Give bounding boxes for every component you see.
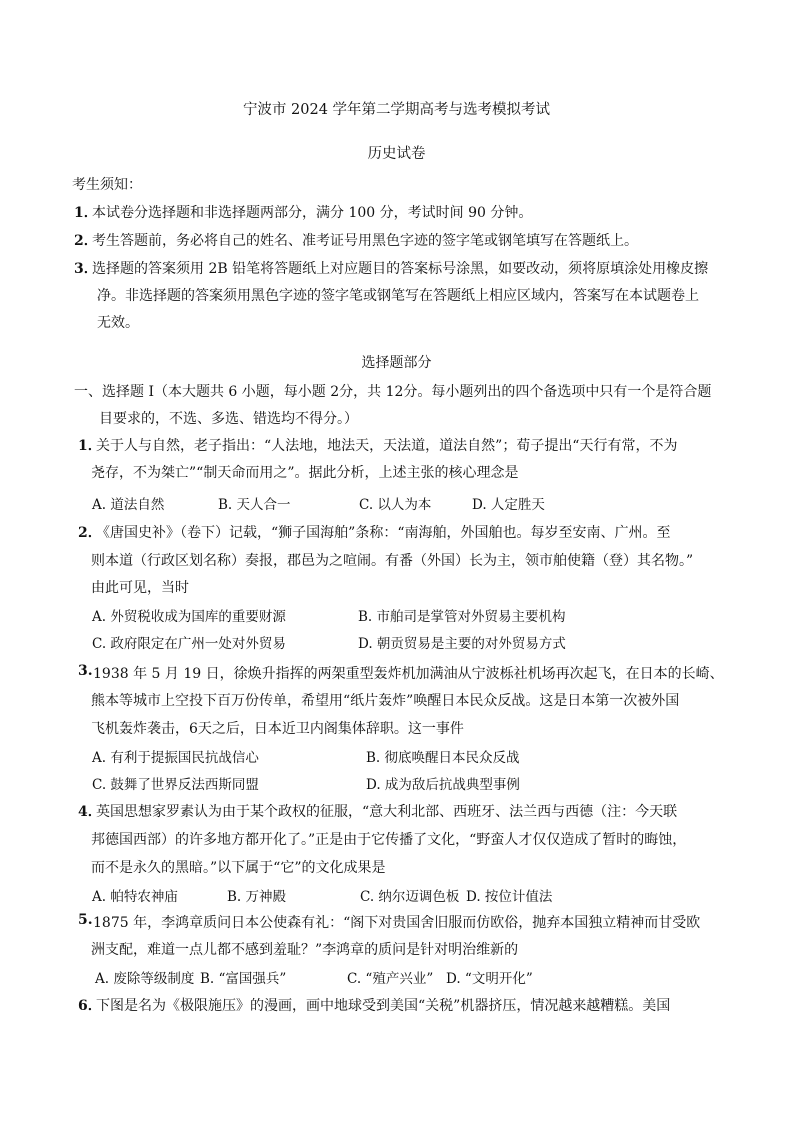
notice-item-number: 1．: [74, 205, 98, 221]
option-b: B. 万神殿: [227, 889, 287, 905]
notice-item-text: 无效。: [97, 315, 139, 331]
option-d: D. 按位计值法: [466, 889, 553, 905]
exam-title: 宁波市 2024 学年第二学期高考与选考模拟考试: [242, 102, 551, 118]
question-text: 1938 年 5 月 19 日，徐焕升指挥的两架重型轰炸机加满油从宁波栎社机场再次起飞，在日本的长崎、: [93, 666, 724, 682]
option-b: B. 市舶司是掌管对外贸易主要机构: [358, 609, 566, 625]
question-text: 下图是名为《极限施压》的漫画，画中地球受到美国“关税”机器挤压，情况越来越糟糕。美国: [96, 998, 671, 1014]
question-text: 邦德国西部）的许多地方都开化了。”正是由于它传播了文化，“野蛮人才仅仅造成了暂时的晦蚀，: [91, 832, 687, 848]
notice-heading: 考生须知：: [72, 177, 142, 193]
section-intro: 目要求的，不选、多选、错选均不得分。）: [99, 411, 358, 427]
option-a: A. 外贸税收成为国库的重要财源: [92, 609, 286, 625]
notice-item-number: 2．: [74, 233, 98, 249]
option-d: D. 人定胜天: [472, 497, 545, 513]
notice-item-text: 净。非选择题的答案须用黑色字迹的签字笔或钢笔写在答题纸上相应区域内，答案写在本试题卷上: [97, 288, 699, 304]
question-text: 尧存，不为桀亡”“制天命而用之”。据此分析，上述主张的核心理念是: [91, 465, 519, 481]
question-text: 《唐国史补》（卷下）记载，“狮子国海舶”条称：“南海舶，外国舶也。每岁至安南、广州。至: [96, 525, 671, 541]
option-d: D. 朝贡贸易是主要的对外贸易方式: [358, 636, 566, 652]
question-text: 而不是永久的黑暗。”以下属于“它”的文化成果是: [91, 860, 386, 876]
option-a: A. 有利于提振国民抗战信心: [92, 750, 259, 766]
question-number: 3.: [78, 663, 93, 679]
option-b: B. 天人合一: [218, 497, 291, 513]
option-c: C. “殖产兴业”: [347, 971, 434, 987]
question-number: 5.: [78, 912, 93, 928]
notice-item-text: 本试卷分选择题和非选择题两部分，满分 100 分，考试时间 90 分钟。: [92, 205, 533, 221]
question-text: 由此可见，当时: [91, 580, 189, 596]
option-b: B. 彻底唤醒日本民众反战: [366, 750, 520, 766]
option-a: A. 帕特农神庙: [92, 889, 178, 905]
section-title: 选择题部分: [361, 355, 432, 371]
section-intro: 一、选择题 I（本大题共 6 小题，每小题 2分，共 12分。每小题列出的四个备选项中只有一个是符合题: [74, 384, 712, 400]
question-text: 则本道（行政区划名称）奏报，郡邑为之喧闹。有番（外国）长为主，领市舶使籍（登）其名物。”: [91, 553, 694, 569]
question-number: 4．: [78, 804, 102, 820]
question-text: 1875 年，李鸿章质问日本公使森有礼：“阁下对贵国舍旧服而仿欧俗，抛弃本国独立精神而甘受欧: [93, 915, 701, 931]
option-c: C. 政府限定在广州一处对外贸易: [92, 636, 286, 652]
question-text: 关于人与自然，老子指出：“人法地，地法天，天法道，道法自然”；荀子提出“天行有常，不为: [96, 438, 678, 454]
option-a: A. 道法自然: [92, 497, 165, 513]
question-text: 洲支配，难道一点儿都不感到羞耻？”李鸿章的质问是针对明治维新的: [91, 942, 519, 958]
option-c: C. 纳尔迈调色板: [360, 889, 460, 905]
exam-subject: 历史试卷: [367, 146, 426, 162]
option-c: C. 以人为本: [359, 497, 432, 513]
option-d: D. “文明开化”: [446, 971, 533, 987]
option-a: A. 废除等级制度: [95, 971, 195, 987]
option-c: C. 鼓舞了世界反法西斯同盟: [92, 777, 259, 793]
question-number: 6．: [78, 998, 102, 1014]
notice-item-text: 考生答题前，务必将自己的姓名、准考证号用黑色字迹的签字笔或钢笔填写在答题纸上。: [92, 233, 638, 249]
question-number: 1．: [78, 438, 102, 454]
notice-item-number: 3．: [74, 261, 98, 277]
notice-item-text: 选择题的答案须用 2B 铅笔将答题纸上对应题目的答案标号涂黑，如要改动，须将原填涂处用橡皮擦: [92, 261, 709, 277]
option-b: B. “富国强兵”: [200, 971, 287, 987]
option-d: D. 成为敌后抗战典型事例: [366, 777, 520, 793]
question-text: 熊本等城市上空投下百万份传单，希望用“纸片轰炸”唤醒日本民众反战。这是日本第一次被外国: [91, 693, 680, 709]
question-number: 2．: [78, 525, 102, 541]
question-text: 飞机轰炸袭击，6天之后，日本近卫内阁集体辞职。这一事件: [91, 721, 464, 737]
question-text: 英国思想家罗素认为由于某个政权的征服，“意大利北部、西班牙、法兰西与西德（注：今天联: [96, 804, 678, 820]
